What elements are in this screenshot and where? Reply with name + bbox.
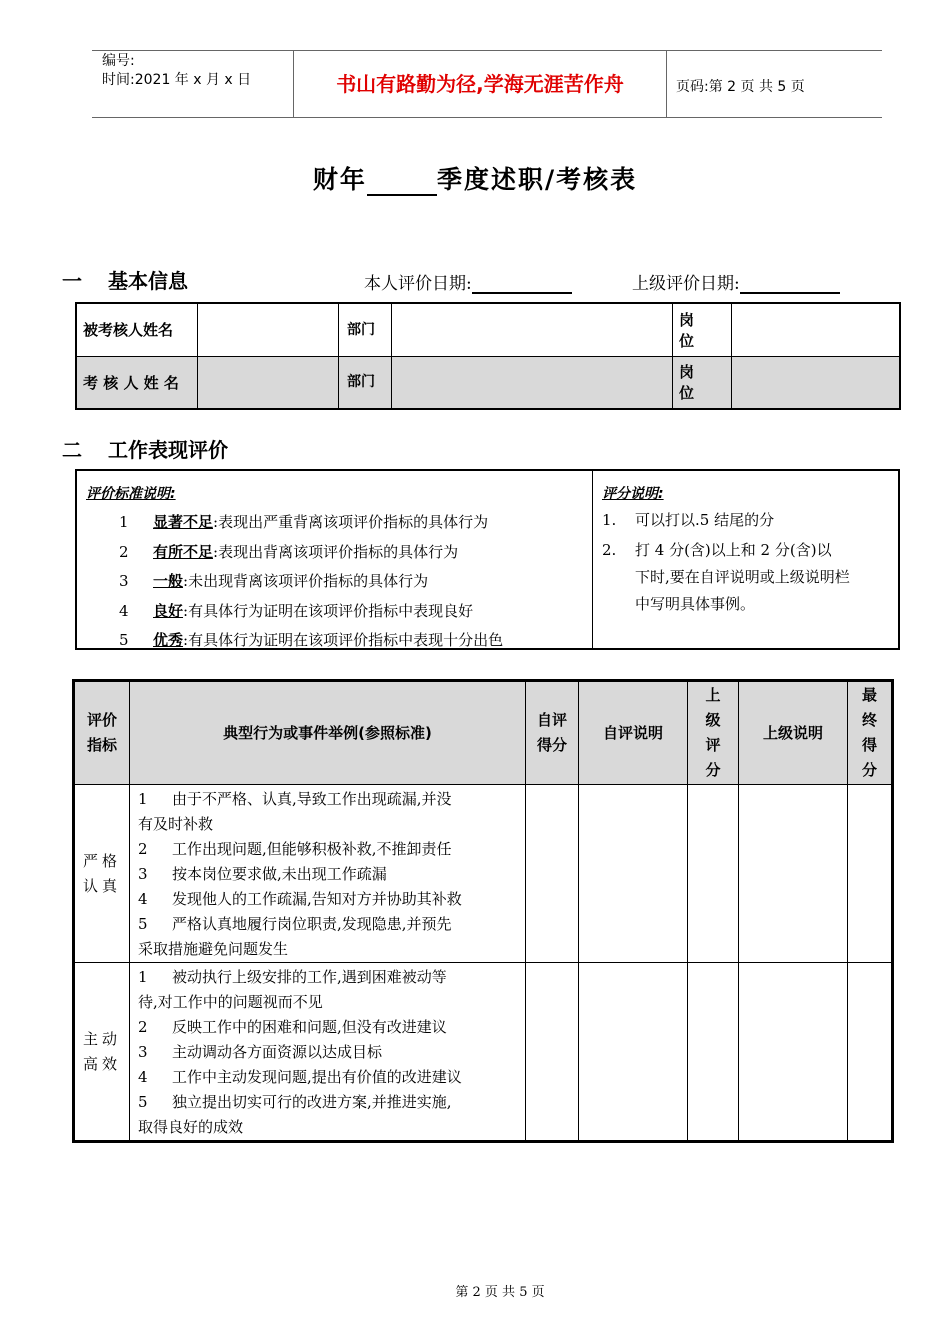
criteria-item-term: 有所不足 [153, 543, 214, 561]
indicator-line: 认真 [82, 876, 121, 895]
header-self-score-line: 得分 [536, 736, 567, 754]
section-1-label: 基本信息 [108, 269, 188, 293]
header-page-info: 页码:第 2 页 共 5 页 [676, 79, 805, 95]
self-note-cell[interactable] [579, 785, 688, 963]
section-1-heading [62, 265, 188, 294]
item-text: 严格认真地履行岗位职责,发现隐患,并预先 [172, 915, 452, 933]
item-number: 1 [138, 968, 148, 986]
header-indicator-line: 评价 [86, 711, 117, 729]
assessor-position-label: 岗 位 [673, 356, 732, 409]
superior-score-cell[interactable] [688, 785, 739, 963]
criteria-item-term: 良好 [153, 602, 184, 620]
criteria-item-text: :表现出严重背离该项评价指标的具体行为 [213, 513, 489, 531]
criteria-item-text: :有具体行为证明在该项评价指标中表现良好 [183, 602, 474, 620]
indicator-line: 严格 [82, 851, 121, 870]
criteria-item-term: 显著不足 [153, 513, 214, 531]
criteria-item [119, 629, 503, 650]
header-final-line: 终 [861, 711, 877, 729]
assessor-name-field[interactable] [198, 356, 339, 409]
evaluation-table [72, 679, 894, 1143]
title-blank [367, 166, 437, 196]
header-final-score [848, 681, 893, 785]
assessee-position-field[interactable] [732, 303, 901, 356]
item-number: 3 [138, 865, 148, 883]
criteria-item-text: :表现出背离该项评价指标的具体行为 [213, 543, 459, 561]
criteria-item-number: 5 [119, 631, 129, 649]
criteria-item [119, 570, 428, 591]
self-score-cell[interactable] [526, 963, 579, 1142]
list-item [138, 965, 519, 990]
item-number: 5 [138, 915, 148, 933]
assessee-position-label: 岗 位 [673, 303, 732, 356]
header-indicator [74, 681, 130, 785]
header-bottom-rule [92, 117, 882, 118]
table-row [74, 963, 893, 1142]
page-footer: 第 2 页 共 5 页 [455, 1285, 545, 1300]
behavior-list [130, 963, 526, 1142]
criteria-item-text: :有具体行为证明在该项评价指标中表现十分出色 [183, 631, 504, 649]
indicator-line: 主动 [82, 1029, 121, 1048]
item-text: 由于不严格、认真,导致工作出现疏漏,并没 [172, 790, 452, 808]
item-number: 5 [138, 1093, 148, 1111]
behavior-list [130, 785, 526, 963]
item-number: 1 [138, 790, 148, 808]
assessor-position-field[interactable] [732, 356, 901, 409]
assessee-name-label: 被考核人姓名 [76, 303, 198, 356]
item-text: 发现他人的工作疏漏,告知对方并协助其补救 [172, 890, 462, 908]
list-item [138, 887, 519, 912]
table-header-row [74, 681, 893, 785]
scoring-note [602, 537, 850, 618]
header-divider [666, 50, 667, 118]
header-meta [102, 52, 251, 90]
criteria-heading: 评价标准说明: [86, 486, 176, 502]
assessee-dept-label: 部门 [339, 303, 392, 356]
list-item [138, 1015, 519, 1040]
criteria-item [119, 511, 488, 532]
item-text: 被动执行上级安排的工作,遇到困难被动等 [172, 968, 447, 986]
scoring-heading: 评分说明: [602, 486, 664, 502]
criteria-item-number: 4 [119, 602, 129, 620]
criteria-box [75, 469, 900, 650]
doc-number-label: 编号: [102, 53, 135, 69]
list-item [138, 1040, 519, 1065]
header-final-line: 得 [861, 736, 877, 754]
table-row [76, 303, 900, 356]
assessor-dept-label: 部门 [339, 356, 392, 409]
superior-eval-date-blank[interactable] [740, 274, 840, 294]
header-motto: 书山有路勤为径,学海无涯苦作舟 [336, 72, 624, 96]
self-note-cell[interactable] [579, 963, 688, 1142]
self-eval-date [364, 269, 572, 294]
header-superior-score [688, 681, 739, 785]
list-item [138, 787, 519, 812]
scoring-note-text: 可以打以.5 结尾的分 [635, 511, 775, 529]
item-text: 工作出现问题,但能够积极补救,不推卸责任 [172, 840, 452, 858]
assessee-dept-field[interactable] [392, 303, 673, 356]
basic-info-table [75, 302, 901, 410]
header-sup-score-line: 分 [705, 761, 721, 779]
assessor-name-label: 考 核 人 姓 名 [76, 356, 198, 409]
criteria-item [119, 600, 473, 621]
header-self-note: 自评说明 [579, 681, 688, 785]
table-row [76, 356, 900, 409]
header-indicator-line: 指标 [86, 736, 117, 754]
final-score-cell[interactable] [848, 785, 893, 963]
scoring-note-number: 2. [602, 541, 617, 559]
scoring-notes [593, 471, 898, 648]
criteria-item [119, 541, 458, 562]
item-text: 反映工作中的困难和问题,但没有改进建议 [172, 1018, 447, 1036]
header-self-score [526, 681, 579, 785]
header-superior-note: 上级说明 [739, 681, 848, 785]
header-sup-score-line: 级 [705, 711, 721, 729]
doc-time-label: 时间:2021 年 x 月 x 日 [102, 72, 252, 88]
item-number: 4 [138, 1068, 148, 1086]
self-eval-date-label: 本人评价日期: [364, 274, 472, 294]
criteria-item-number: 3 [119, 572, 129, 590]
item-text: 工作中主动发现问题,提出有价值的改进建议 [172, 1068, 462, 1086]
section-2-label: 工作表现评价 [108, 438, 228, 462]
scoring-note [602, 507, 774, 534]
page-title [0, 160, 950, 196]
assessee-name-field[interactable] [198, 303, 339, 356]
list-item [138, 912, 519, 937]
criteria-item-text: :未出现背离该项评价指标的具体行为 [183, 572, 429, 590]
header-final-line: 最 [861, 686, 877, 704]
indicator-cell [74, 785, 130, 963]
superior-note-cell[interactable] [739, 785, 848, 963]
header-sup-score-line: 上 [705, 686, 721, 704]
assessor-dept-field[interactable] [392, 356, 673, 409]
scoring-note-text: 打 4 分(含)以上和 2 分(含)以 [635, 541, 832, 559]
title-suffix: 季度述职/考核表 [436, 165, 638, 194]
section-2-number: 二 [62, 438, 82, 462]
superior-eval-date [632, 269, 840, 294]
criteria-item-number: 2 [119, 543, 129, 561]
final-score-cell[interactable] [848, 963, 893, 1142]
header-top-rule [92, 50, 882, 51]
indicator-line: 高效 [82, 1054, 121, 1073]
header-final-line: 分 [861, 761, 877, 779]
item-text-cont: 有及时补救 [138, 815, 214, 833]
section-2-heading [62, 434, 228, 463]
item-number: 2 [138, 1018, 148, 1036]
scoring-note-text: 下时,要在自评说明或上级说明栏 [635, 568, 850, 586]
section-1-number: 一 [62, 269, 82, 293]
indicator-cell [74, 963, 130, 1142]
item-text: 按本岗位要求做,未出现工作疏漏 [172, 865, 387, 883]
superior-eval-date-label: 上级评价日期: [632, 274, 740, 294]
superior-note-cell[interactable] [739, 963, 848, 1142]
scoring-note-number: 1. [602, 511, 617, 529]
list-item [138, 862, 519, 887]
scoring-note-text: 中写明具体事例。 [635, 595, 756, 613]
self-score-cell[interactable] [526, 785, 579, 963]
item-text: 主动调动各方面资源以达成目标 [172, 1043, 383, 1061]
criteria-item-term: 优秀 [153, 631, 184, 649]
self-eval-date-blank[interactable] [472, 274, 572, 294]
table-row [74, 785, 893, 963]
item-number: 4 [138, 890, 148, 908]
superior-score-cell[interactable] [688, 963, 739, 1142]
title-prefix: 财年 [312, 165, 367, 194]
header-behavior: 典型行为或事件举例(参照标准) [130, 681, 526, 785]
criteria-item-term: 一般 [153, 572, 184, 590]
criteria-standards [77, 471, 593, 648]
header-self-score-line: 自评 [536, 711, 567, 729]
item-number: 2 [138, 840, 148, 858]
item-text-cont: 采取措施避免问题发生 [138, 940, 289, 958]
header-sup-score-line: 评 [705, 736, 721, 754]
criteria-item-number: 1 [119, 513, 129, 531]
item-text-cont: 取得良好的成效 [138, 1118, 244, 1136]
item-number: 3 [138, 1043, 148, 1061]
list-item [138, 1090, 519, 1115]
list-item [138, 1065, 519, 1090]
item-text-cont: 待,对工作中的问题视而不见 [138, 993, 323, 1011]
list-item [138, 837, 519, 862]
item-text: 独立提出切实可行的改进方案,并推进实施, [172, 1093, 452, 1111]
